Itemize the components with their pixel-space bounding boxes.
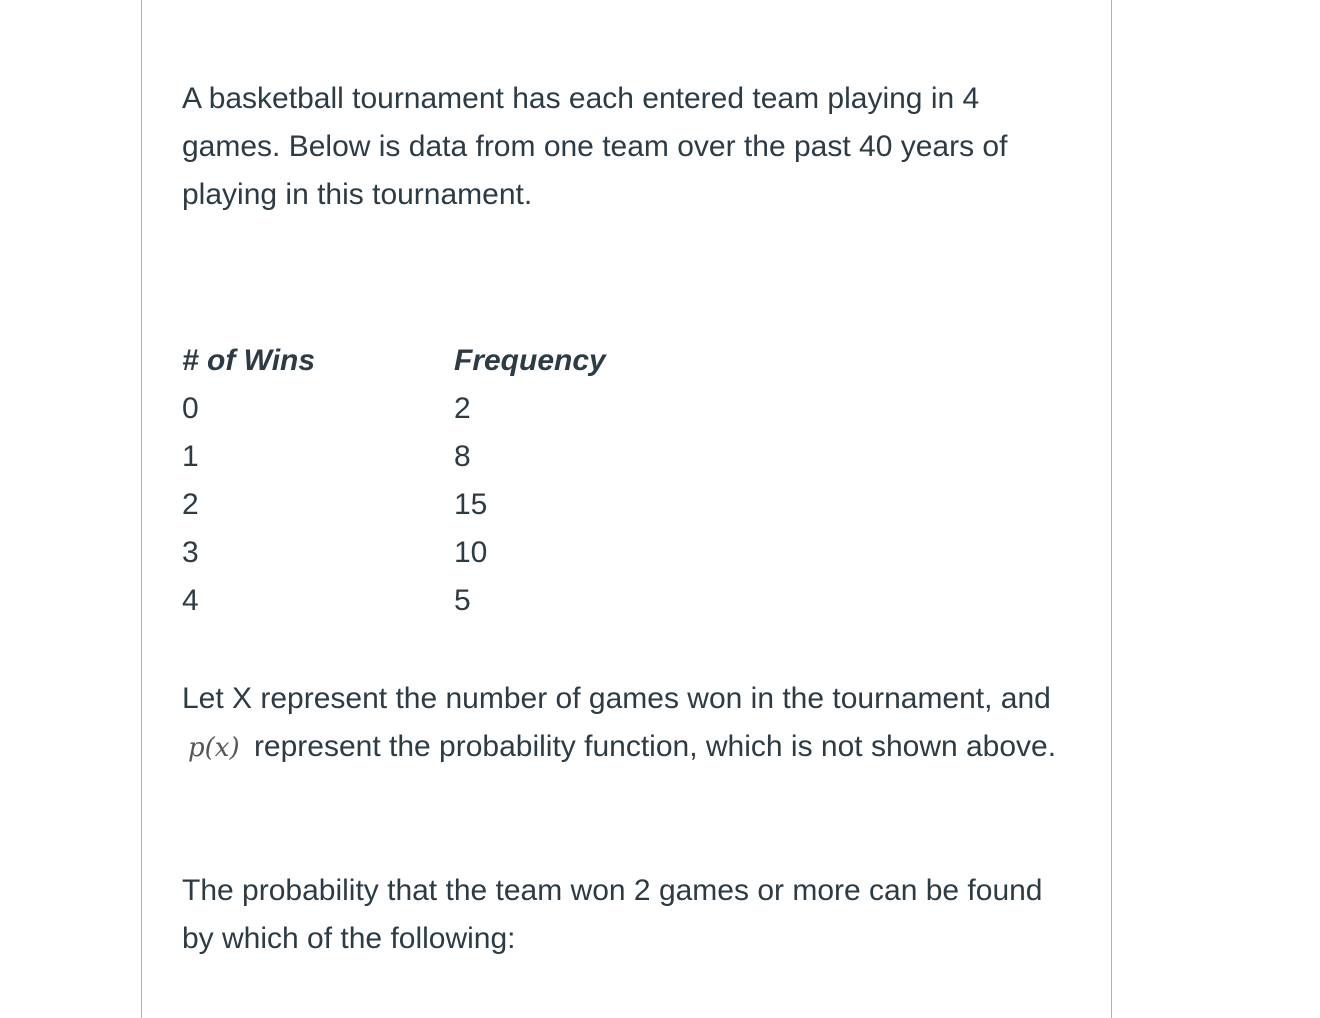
table-cell-wins: 1 (182, 440, 199, 473)
table-cell-frequency: 15 (454, 488, 488, 521)
question-prompt: The probability that the team won 2 games or more can be found by which of the following: (182, 874, 1043, 955)
table-cell-frequency: 8 (454, 440, 471, 473)
table-cell-wins: 0 (182, 392, 199, 425)
table-cell-wins: 4 (182, 584, 199, 617)
probability-function-equation: p(x) (188, 733, 240, 763)
table-cell-wins: 2 (182, 488, 199, 521)
table-cell-wins: 3 (182, 536, 199, 569)
table-header-wins: # of Wins (182, 344, 316, 377)
table-cell-frequency: 5 (454, 584, 471, 617)
question-card (141, 0, 1112, 1018)
table-cell-frequency: 10 (454, 536, 488, 569)
table-cell-frequency: 2 (454, 392, 471, 425)
definition-paragraph (182, 675, 1062, 772)
definition-text-after: represent the probability function, which is not shown above. (253, 730, 1057, 763)
table-header-frequency: Frequency (454, 344, 606, 377)
intro-paragraph: A basketball tournament has each entered team playing in 4 games. Below is data from one team over the past 40 years of playing in this tournament. (182, 82, 1008, 211)
definition-text-before: Let X represent the number of games won in the tournament, and (182, 682, 1051, 715)
